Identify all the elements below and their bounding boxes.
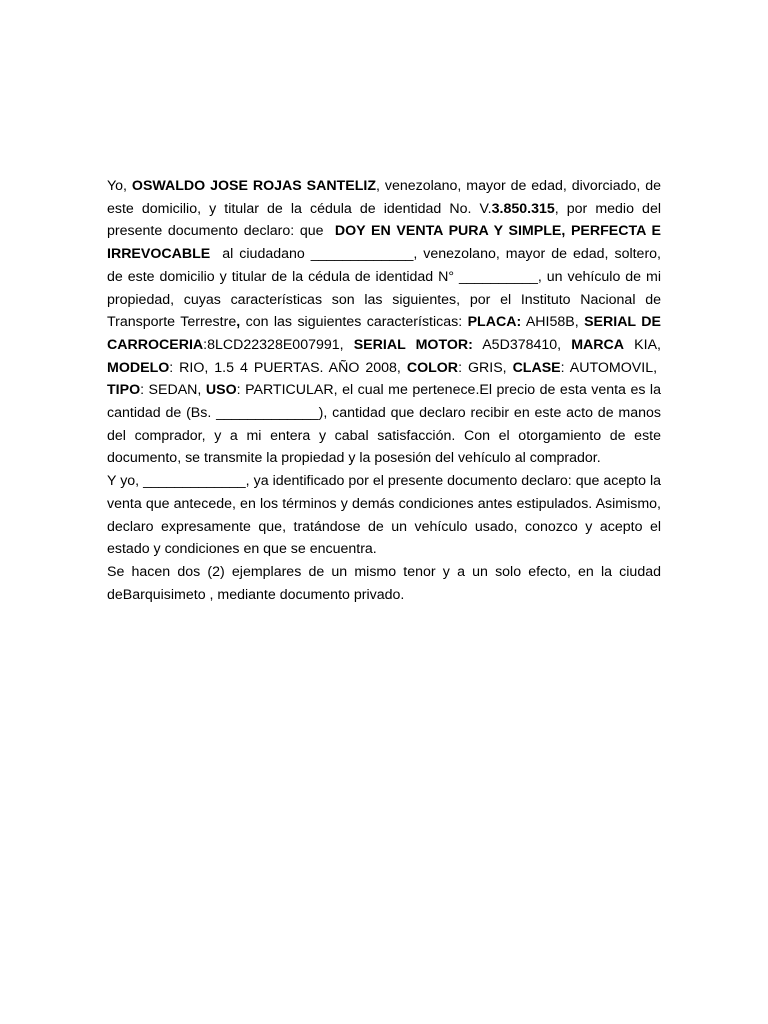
color-value: : GRIS, — [458, 359, 507, 376]
closing-paragraph: Se hacen dos (2) ejemplares de un mismo tenor y a un solo efecto, en la ciudad deBarquisimeto , mediante documento privado. — [107, 563, 661, 603]
buyer-text: al ciudadano _____________, venezolano, mayor de edad, soltero, de este domicilio y titular de la cédula de identidad N° __________, un vehículo de mi propiedad, cuyas características son las siguientes, por el Instituto Nacional de Transporte Terrestre — [107, 246, 662, 331]
sale-type-2: PERFECTA E IRREVOCABLE — [107, 223, 661, 263]
document-body — [107, 175, 661, 606]
tipo-value: : SEDAN, — [140, 382, 202, 399]
placa-value: AHI58B, — [525, 314, 579, 331]
seller-id-number: 3.850.315 — [491, 200, 555, 217]
text-yo: Yo, — [107, 178, 127, 194]
color-label: COLOR — [406, 359, 459, 376]
seller-name: OSWALDO JOSE ROJAS SANTELIZ — [131, 178, 377, 194]
seller-intro: , venezolano, mayor de edad, divorciado, de este domicilio, y titular de la cédula de identidad No. V. — [107, 178, 661, 217]
sale-declaration-paragraph — [107, 175, 661, 470]
features-text: con las siguientes características: — [245, 314, 463, 331]
declare-text: , por medio del presente documento declaro: que — [107, 200, 661, 240]
marca-label: MARCA — [571, 336, 625, 353]
serial-motor-value: A5D378410, — [482, 336, 562, 353]
modelo-label: MODELO — [107, 359, 170, 376]
marca-value: KIA, — [634, 336, 661, 353]
sale-type-comma: , — [561, 223, 566, 240]
sale-type-1: DOY EN VENTA PURA Y SIMPLE — [334, 223, 562, 240]
modelo-value: : RIO, 1.5 4 PUERTAS. AÑO 2008, — [169, 359, 401, 376]
clase-value: : AUTOMOVIL, — [560, 359, 658, 376]
buyer-acceptance-paragraph: Y yo, _____________, ya identificado por el presente documento declaro: que acepto la venta que antecede, en los términos y demás condiciones antes estipulados. Asimismo, declaro expresamente que, tratándose de un vehículo usado, conozco y acepto el estado y condiciones en que se encuentra. — [107, 473, 661, 558]
bold-comma: , — [236, 314, 241, 331]
uso-value: : PARTICULAR, el cual me pertenece.El precio de esta venta es la cantidad de (Bs. _____________), cantidad que declaro recibir en este acto de manos del comprador, y a mi entera y cabal satisfacción. Con el otorgamiento de este documento, se transmite la propiedad y la posesión del vehículo al comprador. — [107, 382, 661, 467]
uso-label: USO — [205, 382, 237, 399]
serial-carroceria-value: :8LCD22328E007991, — [203, 336, 344, 353]
clase-label: CLASE — [512, 359, 561, 376]
serial-motor-label: SERIAL MOTOR: — [353, 336, 473, 353]
tipo-label: TIPO — [107, 382, 141, 399]
serial-carroceria-label: SERIAL DE CARROCERIA — [107, 314, 661, 353]
placa-label: PLACA: — [467, 314, 522, 331]
